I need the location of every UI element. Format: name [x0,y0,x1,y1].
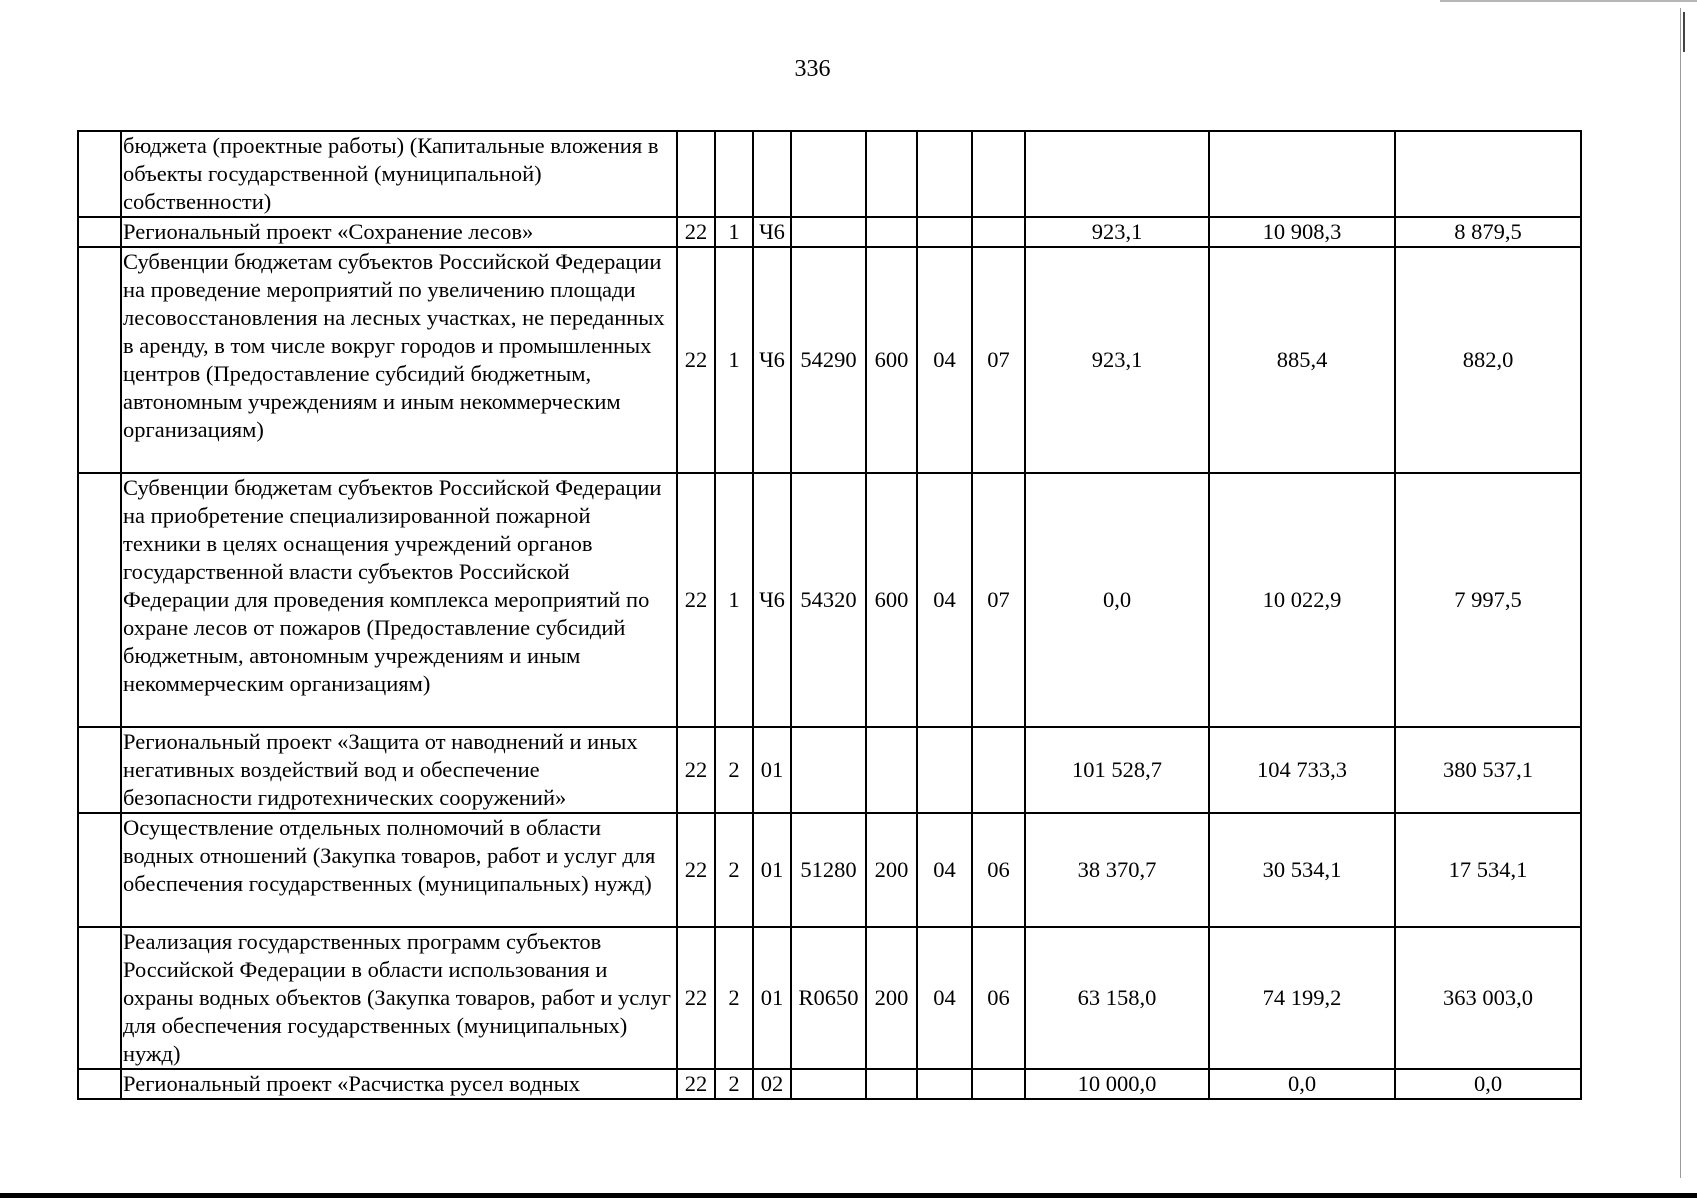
blank-cell [78,727,121,813]
amount-cell: 10 022,9 [1209,473,1395,727]
amount-cell: 101 528,7 [1025,727,1209,813]
amount-cell: 885,4 [1209,247,1395,473]
code-cell: 600 [866,247,917,473]
budget-table [77,130,1582,1100]
code-cell: Ч6 [753,217,791,247]
blank-cell [78,473,121,727]
code-cell: 22 [677,813,715,927]
table-row [78,473,1581,727]
code-cell: 01 [753,813,791,927]
code-cell [972,131,1025,217]
amount-cell: 0,0 [1395,1069,1581,1099]
table-row [78,131,1581,217]
code-cell: 22 [677,247,715,473]
code-cell [917,1069,972,1099]
row-name: Региональный проект «Защита от наводнений и иных негативных воздействий вод и обеспечение безопасности гидротехнических сооружений» [121,727,677,813]
table-row [78,813,1581,927]
table-row [78,727,1581,813]
row-name: Субвенции бюджетам субъектов Российской Федерации на проведение мероприятий по увеличению площади лесовосстановления на лесных участках, не переданных в аренду, в том числе вокруг городов и промышленных центров (Предоставление субсидий бюджетным, автономным учреждениям и иным некоммерческим организациям) [121,247,677,473]
blank-cell [78,247,121,473]
amount-cell: 10 000,0 [1025,1069,1209,1099]
blank-cell [78,131,121,217]
code-cell [972,727,1025,813]
row-name: бюджета (проектные работы) (Капитальные вложения в объекты государственной (муниципальной) собственности) [121,131,677,217]
code-cell: 22 [677,1069,715,1099]
code-cell: 22 [677,473,715,727]
code-cell: 51280 [791,813,866,927]
amount-cell: 10 908,3 [1209,217,1395,247]
code-cell [791,727,866,813]
amount-cell: 923,1 [1025,217,1209,247]
code-cell [866,131,917,217]
code-cell: 54290 [791,247,866,473]
code-cell: 1 [715,247,753,473]
scan-bottom-edge [0,1193,1697,1198]
amount-cell [1209,131,1395,217]
blank-cell [78,1069,121,1099]
code-cell: 04 [917,813,972,927]
code-cell [917,727,972,813]
amount-cell: 74 199,2 [1209,927,1395,1069]
code-cell: R0650 [791,927,866,1069]
code-cell [791,1069,866,1099]
code-cell [677,131,715,217]
code-cell [866,217,917,247]
code-cell: 1 [715,217,753,247]
code-cell: 07 [972,247,1025,473]
amount-cell: 8 879,5 [1395,217,1581,247]
blank-cell [78,927,121,1069]
code-cell: 07 [972,473,1025,727]
code-cell [917,217,972,247]
amount-cell: 882,0 [1395,247,1581,473]
row-name: Региональный проект «Сохранение лесов» [121,217,677,247]
code-cell: 02 [753,1069,791,1099]
code-cell [791,131,866,217]
code-cell: 2 [715,813,753,927]
code-cell: Ч6 [753,473,791,727]
amount-cell: 7 997,5 [1395,473,1581,727]
row-name: Региональный проект «Расчистка русел водных [121,1069,677,1099]
code-cell: 200 [866,927,917,1069]
amount-cell: 38 370,7 [1025,813,1209,927]
scan-right-edge [1680,8,1681,1178]
code-cell: 2 [715,727,753,813]
table-row [78,927,1581,1069]
code-cell [972,1069,1025,1099]
amount-cell [1025,131,1209,217]
code-cell [917,131,972,217]
amount-cell: 923,1 [1025,247,1209,473]
row-name: Субвенции бюджетам субъектов Российской Федерации на приобретение специализированной пожарной техники в целях оснащения учреждений органов государственной власти субъектов Российской Федерации для проведения комплекса мероприятий по охране лесов от пожаров (Предоставление субсидий бюджетным, автономным учреждениям и иным некоммерческим организациям) [121,473,677,727]
code-cell: 22 [677,727,715,813]
code-cell: 200 [866,813,917,927]
code-cell: 2 [715,927,753,1069]
code-cell: 1 [715,473,753,727]
table-row [78,1069,1581,1099]
blank-cell [78,217,121,247]
code-cell: 54320 [791,473,866,727]
amount-cell: 104 733,3 [1209,727,1395,813]
page-number: 336 [794,56,831,82]
code-cell [753,131,791,217]
code-cell: 22 [677,217,715,247]
code-cell: 06 [972,813,1025,927]
amount-cell: 0,0 [1025,473,1209,727]
table-row [78,247,1581,473]
code-cell [972,217,1025,247]
code-cell: 2 [715,1069,753,1099]
code-cell: 01 [753,727,791,813]
amount-cell: 380 537,1 [1395,727,1581,813]
code-cell: 22 [677,927,715,1069]
code-cell [791,217,866,247]
table-row [78,217,1581,247]
code-cell [866,727,917,813]
code-cell: 04 [917,247,972,473]
amount-cell: 30 534,1 [1209,813,1395,927]
code-cell [866,1069,917,1099]
code-cell: 04 [917,927,972,1069]
amount-cell: 0,0 [1209,1069,1395,1099]
code-cell: Ч6 [753,247,791,473]
scan-top-edge [1440,0,1697,2]
blank-cell [78,813,121,927]
row-name: Реализация государственных программ субъектов Российской Федерации в области использования и охраны водных объектов (Закупка товаров, работ и услуг для обеспечения государственных (муниципальных) нужд) [121,927,677,1069]
amount-cell: 17 534,1 [1395,813,1581,927]
code-cell: 01 [753,927,791,1069]
code-cell: 06 [972,927,1025,1069]
amount-cell: 363 003,0 [1395,927,1581,1069]
code-cell [715,131,753,217]
amount-cell [1395,131,1581,217]
amount-cell: 63 158,0 [1025,927,1209,1069]
code-cell: 600 [866,473,917,727]
scan-right-edge-mark [1683,12,1685,52]
code-cell: 04 [917,473,972,727]
row-name: Осуществление отдельных полномочий в области водных отношений (Закупка товаров, работ и услуг для обеспечения государственных (муниципальных) нужд) [121,813,677,927]
